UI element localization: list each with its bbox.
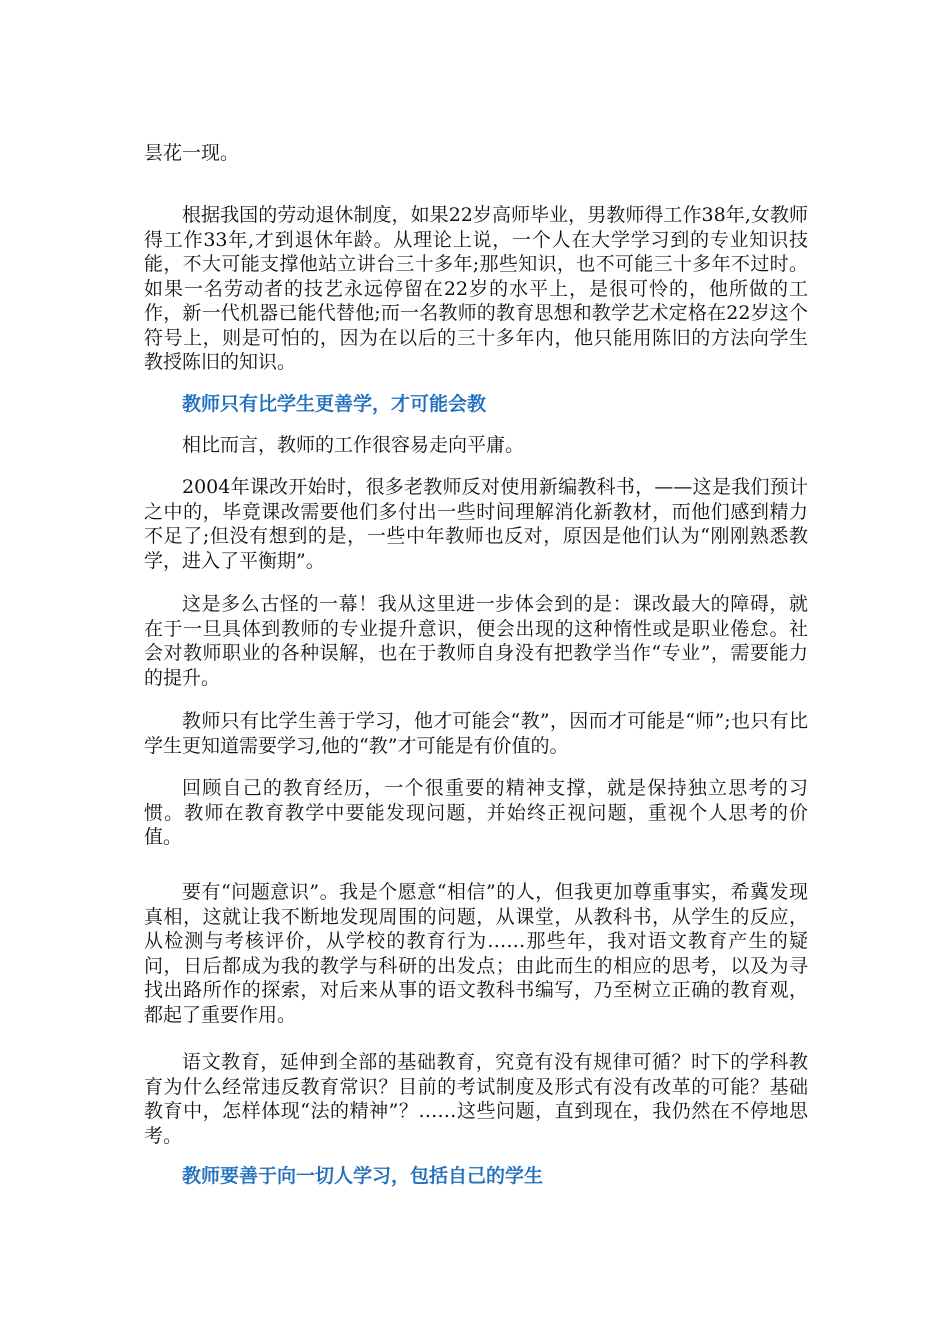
section-heading-learn-from-everyone: 教师要善于向一切人学习，包括自己的学生 [182, 1165, 544, 1187]
paragraph-retirement-system: 根据我国的劳动退休制度，如果22岁高师毕业，男教师得工作38年,女教师得工作33年,才到退休年龄。从理论上说，一个人在大学学习到的专业知识技能，不大可能支撑他站立讲台三十多年;那些知识，也不可能三十多年不过时。如果一名劳动者的技艺永远停留在22岁的水平上，是很可怜的，他所做的工作，新一代机器已能代替他;而一名教师的教育思想和教学艺术定格在22岁这个符号上，则是可怕的，因为在以后的三十多年内，他只能用陈旧的方法向学生教授陈旧的知识。 [144, 204, 808, 373]
paragraph-mediocrity: 相比而言，教师的工作很容易走向平庸。 [182, 434, 525, 456]
paragraph-teacher-learning: 教师只有比学生善于学习，他才可能会“教”，因而才可能是“师”;也只有比学生更知道需要学习,他的“教”才可能是有价值的。 [144, 710, 808, 757]
paragraph-curriculum-reform: 2004年课改开始时，很多老教师反对使用新编教科书，——这是我们预计之中的，毕竟课改需要他们多付出一些时间理解消化新教材，而他们感到精力不足了;但没有想到的是，一些中年教师也反对，原因是他们认为“刚刚熟悉教学，进入了平衡期”。 [144, 476, 808, 572]
paragraph-independent-thinking: 回顾自己的教育经历，一个很重要的精神支撑，就是保持独立思考的习惯。教师在教育教学中要能发现问题，并始终正视问题，重视个人思考的价值。 [144, 777, 808, 848]
paragraph-strange-scene: 这是多么古怪的一幕！我从这里进一步体会到的是：课改最大的障碍，就在于一旦具体到教师的专业提升意识，便会出现的这种惰性或是职业倦怠。社会对教师职业的各种误解，也在于教师自身没有把教学当作“专业”，需要能力的提升。 [144, 593, 808, 689]
paragraph-continuation: 昙花一现。 [144, 142, 240, 164]
section-heading-better-learner: 教师只有比学生更善学，才可能会教 [182, 393, 487, 415]
paragraph-problem-awareness: 要有“问题意识”。我是个愿意“相信”的人，但我更加尊重事实，希冀发现真相，这就让我不断地发现周围的问题，从课堂，从教科书，从学生的反应，从检测与考核评价，从学校的教育行为……那些年，我对语文教育产生的疑问，日后都成为我的教学与科研的出发点；由此而生的相应的思考，以及为寻找出路所作的探索，对后来从事的语文教科书编写，乃至树立正确的教育观，都起了重要作用。 [144, 881, 808, 1026]
paragraph-language-education: 语文教育，延伸到全部的基础教育，究竟有没有规律可循？时下的学科教育为什么经常违反教育常识？目前的考试制度及形式有没有改革的可能？基础教育中，怎样体现“法的精神”？……这些问题，直到现在，我仍然在不停地思考。 [144, 1051, 808, 1147]
